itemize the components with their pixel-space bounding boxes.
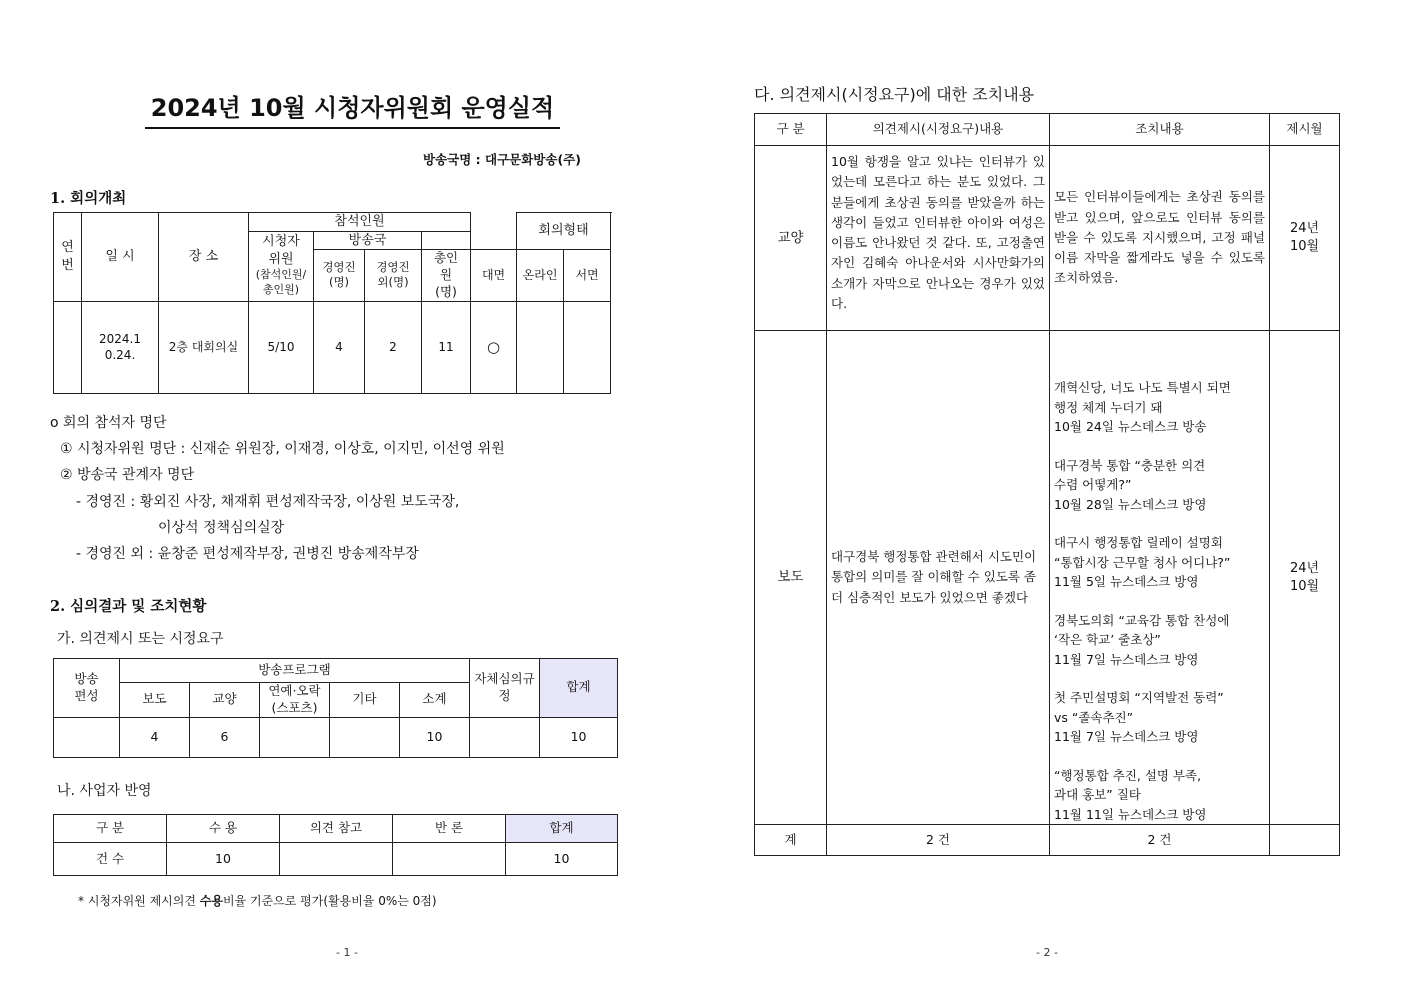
col-header-online: 온라인 <box>517 250 564 302</box>
col-header-category: 구 분 <box>755 114 827 146</box>
cell-total-month <box>1270 825 1340 856</box>
col-header-program: 방송프로그램 <box>120 659 470 683</box>
cell-date: 2024.10.24. <box>82 301 159 393</box>
cell-accept: 10 <box>167 843 280 876</box>
col-header-sum: 합계 <box>506 815 618 843</box>
col-header-category: 구 분 <box>54 815 167 843</box>
col-header-subtotal: 소계 <box>400 683 470 718</box>
cell-sum: 10 <box>540 717 618 757</box>
subsection-b-title: 나. 사업자 반영 <box>57 783 152 799</box>
row-label-count: 건 수 <box>54 843 167 876</box>
cell-self <box>470 717 540 757</box>
page2-heading: 다. 의견제시(시정요구)에 대한 조치내용 <box>754 85 1035 104</box>
col-header-rebuttal: 반 론 <box>393 815 506 843</box>
cell-other <box>330 717 400 757</box>
col-header-self: 자체심의규정 <box>470 659 540 718</box>
cell-rebuttal <box>393 843 506 876</box>
cell-news: 4 <box>120 717 190 757</box>
action-item: 경북도의회 “교육감 통합 찬성에 ‘작은 학교’ 줄초상” 11월 7일 뉴스데스크 방영 <box>1054 612 1230 667</box>
cell-committee: 5/10 <box>249 301 314 393</box>
subsection-a-title: 가. 의견제시 또는 시정요구 <box>57 631 224 647</box>
opinion-count-table <box>53 658 618 758</box>
page-number-2: - 2 - <box>1036 946 1058 959</box>
attendees-committee: ① 시청자위원 명단 : 신재순 위원장, 이재경, 이상호, 이지민, 이선영 위원 <box>60 441 505 457</box>
col-header-attendance: 참석인원 <box>249 213 471 232</box>
col-header-sum: 합계 <box>540 659 618 718</box>
col-header-station: 방송국 <box>314 231 422 250</box>
cell-action-news <box>1050 331 1270 825</box>
cell-month-news: 24년 10월 <box>1270 331 1340 825</box>
cell-no <box>54 301 82 393</box>
cell-sum: 10 <box>506 843 618 876</box>
col-header-news: 보도 <box>120 683 190 718</box>
col-header-entertainment: 연예·오락(스포츠) <box>260 683 330 718</box>
col-header-action: 조치내용 <box>1050 114 1270 146</box>
col-header-exec: 경영진(명) <box>314 250 365 302</box>
cell-entertainment <box>260 717 330 757</box>
attendees-station-heading: ② 방송국 관계자 명단 <box>60 467 195 483</box>
attendees-heading: o 회의 참석자 명단 <box>50 415 167 431</box>
reflection-table <box>53 814 618 876</box>
cell-category-culture: 교양 <box>755 146 827 331</box>
page-number-1: - 1 - <box>336 946 358 959</box>
action-item: “행정통합 추진, 설명 부족, 과대 홍보” 질타 11월 11일 뉴스데스크 방영 <box>1054 767 1207 822</box>
attendees-exec-line2: 이상석 정책심의실장 <box>158 520 285 536</box>
cell-offline: ○ <box>471 301 517 393</box>
cell-nonexec: 2 <box>365 301 422 393</box>
col-header-broadcast: 방송편성 <box>54 659 120 718</box>
cell-written <box>564 301 611 393</box>
cell-total: 11 <box>422 301 471 393</box>
col-header-culture: 교양 <box>190 683 260 718</box>
col-header-place: 장 소 <box>159 213 249 302</box>
cell-culture: 6 <box>190 717 260 757</box>
cell-reference <box>280 843 393 876</box>
cell-total-opinion: 2 건 <box>827 825 1050 856</box>
meeting-table <box>53 212 611 394</box>
cell-exec: 4 <box>314 301 365 393</box>
cell-broadcast <box>54 717 120 757</box>
action-item: 대구경북 통합 “충분한 의견 수렴 어떻게?” 10월 28일 뉴스데스크 방영 <box>1054 457 1207 512</box>
cell-subtotal: 10 <box>400 717 470 757</box>
section2-title: 2. 심의결과 및 조치현황 <box>50 598 207 615</box>
action-item: 대구시 행정통합 릴레이 설명회 “통합시장 근무할 청사 어디냐?” 11월 5일 뉴스데스크 방영 <box>1054 535 1231 589</box>
section1-title: 1. 회의개최 <box>50 190 127 207</box>
cell-total-label: 계 <box>755 825 827 856</box>
cell-place: 2층 대회의실 <box>159 301 249 393</box>
footnote: * 시청자위원 제시의견 수용비율 기준으로 평가(활용비율 0%는 0점) <box>78 894 437 908</box>
col-header-accept: 수 용 <box>167 815 280 843</box>
action-item: 첫 주민설명회 “지역발전 동력” vs “졸속추진” 11월 7일 뉴스데스크 방영 <box>1054 690 1224 744</box>
action-item: 개혁신당, 너도 나도 특별시 되면 행정 체계 누더기 돼 10월 24일 뉴스데스크 방송 <box>1054 380 1231 434</box>
cell-opinion-news: 대구경북 행정통합 관련해서 시도민이 통합의 의미를 잘 이해할 수 있도록 좀 더 심층적인 보도가 있었으면 좋겠다 <box>827 331 1050 825</box>
cell-opinion-culture: 10월 항쟁을 알고 있냐는 인터뷰가 있었는데 모른다고 하는 분도 있었다. 그 분들에게 초상권 동의를 받았을까 하는 생각이 들었고 인터뷰한 아이와 여성은 이름도 안나왔던 것 같다. 또, 고정출연자인 김혜숙 아나운서와 시사만화가의 소개가 자막으로 안나오는 경우가 있었다. <box>827 146 1050 331</box>
col-header-nonexec: 경영진외(명) <box>365 250 422 302</box>
col-header-date: 일 시 <box>82 213 159 302</box>
col-header-other: 기타 <box>330 683 400 718</box>
cell-online <box>517 301 564 393</box>
col-header-no: 연번 <box>54 213 82 302</box>
attendees-exec-line1: - 경영진 : 황외진 사장, 채재휘 편성제작국장, 이상원 보도국장, <box>76 494 460 510</box>
action-table <box>754 113 1340 856</box>
cell-month-culture: 24년 10월 <box>1270 146 1340 331</box>
col-header-offline: 대면 <box>471 250 517 302</box>
page-title: 2024년 10월 시청자위원회 운영실적 <box>145 88 560 129</box>
broadcaster-name: 방송국명 : 대구문화방송(주) <box>423 152 581 167</box>
col-header-form: 회의형태 <box>517 213 611 250</box>
col-header-total: 총인원(명) <box>422 250 471 302</box>
cell-category-news: 보도 <box>755 331 827 825</box>
col-header-month: 제시월 <box>1270 114 1340 146</box>
col-header-reference: 의견 참고 <box>280 815 393 843</box>
attendees-nonexec-line: - 경영진 외 : 윤창준 편성제작부장, 권병진 방송제작부장 <box>76 546 419 562</box>
cell-action-culture: 모든 인터뷰이들에게는 초상권 동의를 받고 있으며, 앞으로도 인터뷰 동의를 받을 수 있도록 지시했으며, 고정 패널 이름 자막을 짧게라도 넣을 수 있도록 조치하였음. <box>1050 146 1270 331</box>
col-header-opinion: 의견제시(시정요구)내용 <box>827 114 1050 146</box>
col-header-total-blank <box>471 213 517 250</box>
col-header-committee: 시청자위원 (참석인원/총인원) <box>249 231 314 301</box>
cell-total-action: 2 건 <box>1050 825 1270 856</box>
col-header-written: 서면 <box>564 250 611 302</box>
